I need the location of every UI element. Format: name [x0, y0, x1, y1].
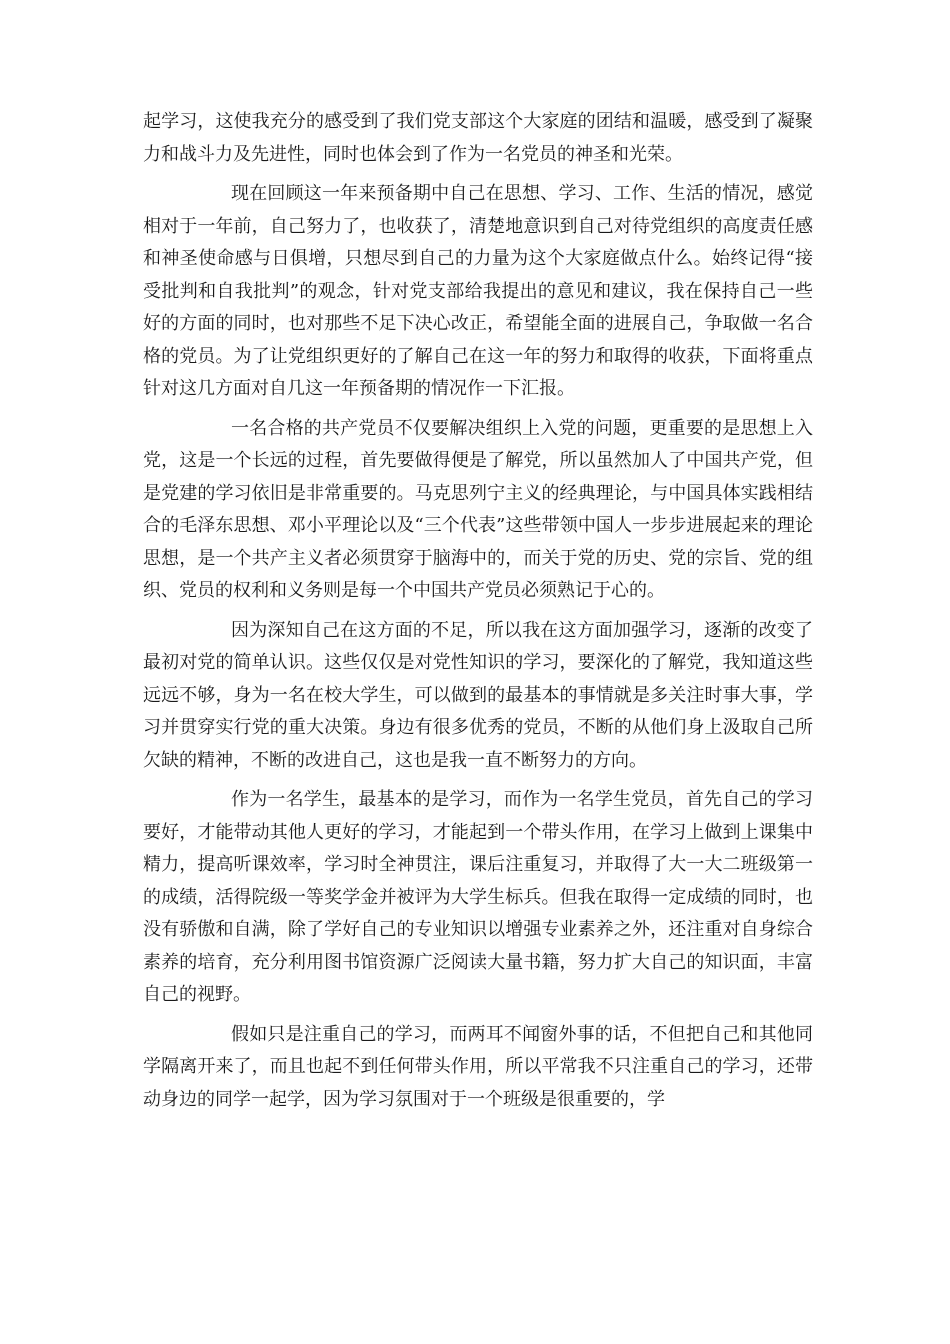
paragraph-continuation: 起学习，这使我充分的感受到了我们党支部这个大家庭的团结和温暖，感受到了凝聚力和战斗力及先进性，同时也体会到了作为一名党员的神圣和光荣。 — [143, 111, 813, 165]
document-page — [143, 106, 813, 1123]
paragraph-lead-classmates: 假如只是注重自己的学习，而两耳不闻窗外事的话，不但把自己和其他同学隔离开来了，而且也起不到任何带头作用，所以平常我不只注重自己的学习，还带动身边的同学一起学，因为学习氛围对于一个班级是很重要的，学 — [143, 1023, 813, 1110]
paragraph-study-improvement: 因为深知自己在这方面的不足，所以我在这方面加强学习，逐渐的改变了最初对党的简单认识。这些仅仅是对党性知识的学习，要深化的了解党，我知道这些远远不够，身为一名在校大学生，可以做到的最基本的事情就是多关注时事大事，学习并贯穿实行党的重大决策。身边有很多优秀的党员，不断的从他们身上汲取自己所欠缺的精神，不断的改进自己，这也是我一直不断努力的方向。 — [143, 619, 813, 771]
paragraph-review: 现在回顾这一年来预备期中自己在思想、学习、工作、生活的情况，感觉相对于一年前，自己努力了，也收获了，清楚地意识到自己对待党组织的高度责任感和神圣使命感与日俱增，只想尽到自己的力量为这个大家庭做点什么。始终记得“接受批判和自我批判”的观念，针对党支部给我提出的意见和建议，我在保持自己一些好的方面的同时，也对那些不足下决心改正，希望能全面的进展自己，争取做一名合格的党员。为了让党组织更好的了解自己在这一年的努力和取得的收获，下面将重点针对这几方面对自几这一年预备期的情况作一下汇报。 — [143, 183, 813, 399]
paragraph-ideology: 一名合格的共产党员不仅要解决组织上入党的问题，更重要的是思想上入党，这是一个长远的过程，首先要做得便是了解党，所以虽然加人了中国共产党，但是党建的学习依旧是非常重要的。马克思列宁主义的经典理论，与中国具体实践相结合的毛泽东思想、邓小平理论以及“三个代表”这些带领中国人一步步进展起来的理论思想，是一个共产主义者必须贯穿于脑海中的，而关于党的历史、党的宗旨、党的组织、党员的权利和义务则是每一个中国共产党员必须熟记于心的。 — [143, 417, 813, 601]
paragraph-student-study: 作为一名学生，最基本的是学习，而作为一名学生党员，首先自己的学习要好，才能带动其他人更好的学习，才能起到一个带头作用，在学习上做到上课集中精力，提高听课效率，学习时全神贯注，课后注重复习，并取得了大一大二班级第一的成绩，活得院级一等奖学金并被评为大学生标兵。但我在取得一定成绩的同时，也没有骄傲和自满，除了学好自己的专业知识以增强专业素养之外，还注重对自身综合素养的培育，充分利用图书馆资源广泛阅读大量书籍，努力扩大自己的知识面，丰富自己的视野。 — [143, 789, 813, 1005]
